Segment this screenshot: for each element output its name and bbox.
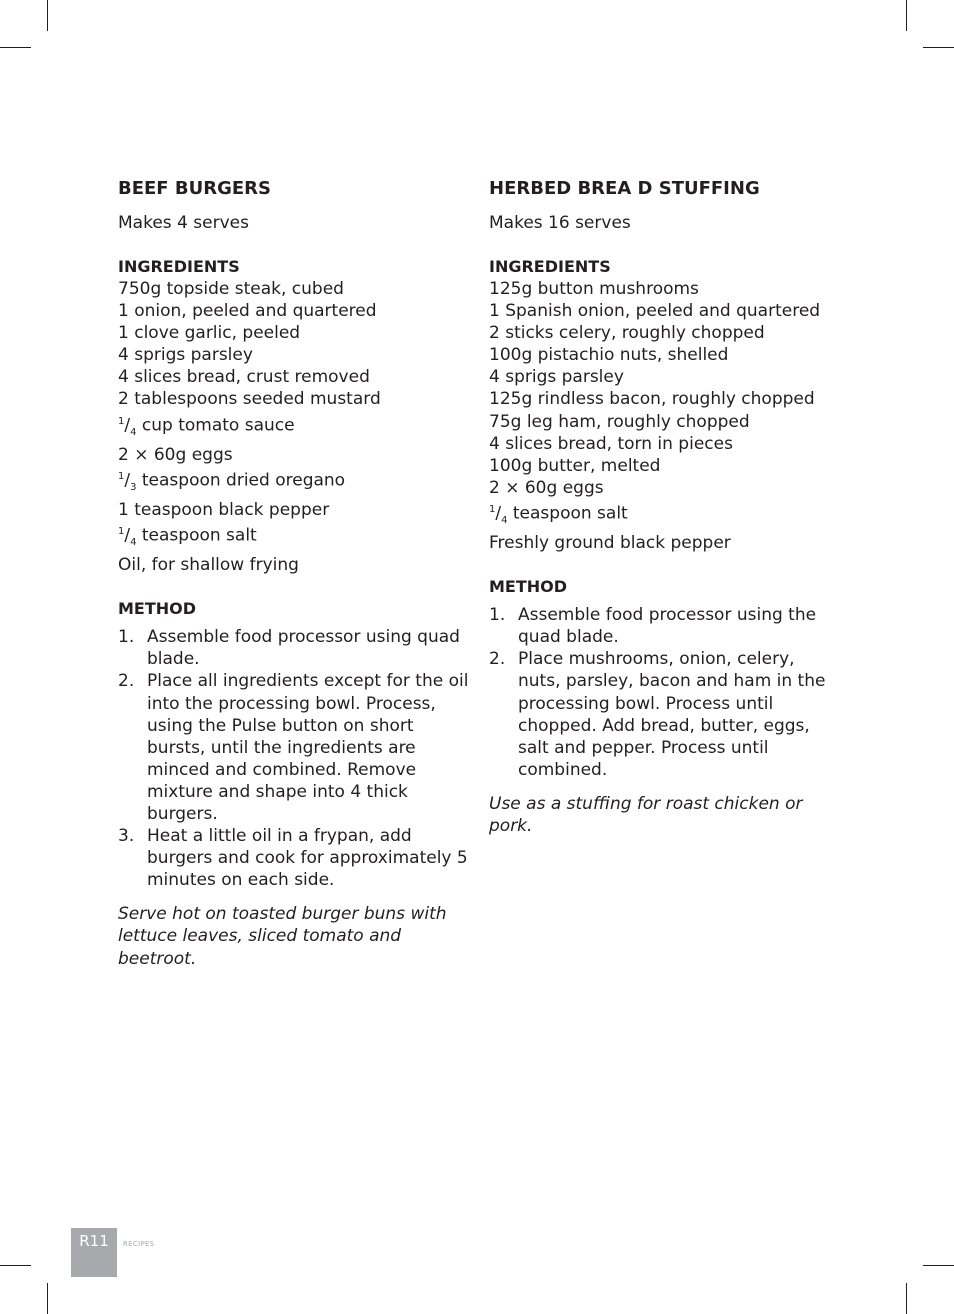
ingredient-text: 4 sprigs parsley (489, 367, 624, 388)
step-number: 2. (489, 649, 506, 670)
ingredient-item (118, 499, 470, 521)
step-number: 1. (118, 627, 135, 648)
ingredient-text: 4 slices bread, crust removed (118, 367, 370, 388)
ingredient-item (118, 444, 470, 466)
fraction-denominator: 4 (130, 537, 137, 549)
method-step (489, 604, 841, 648)
ingredient-item (489, 532, 841, 554)
ingredient-item (118, 300, 470, 322)
fraction-denominator: 4 (130, 426, 137, 438)
fraction-slash: / (495, 503, 502, 524)
serving-note: Use as a stuffing for roast chicken or pork. (489, 793, 803, 837)
ingredients-heading: INGREDIENTS (489, 257, 611, 276)
recipe-title: BEEF BURGERS (118, 178, 271, 199)
fraction-denominator: 4 (501, 514, 508, 526)
ingredient-text: 2 sticks celery, roughly chopped (489, 323, 765, 344)
ingredient-text: teaspoon dried oregano (136, 470, 346, 491)
ingredient-text: teaspoon salt (507, 503, 628, 524)
ingredient-item (118, 278, 470, 300)
ingredient-text: 1 teaspoon black pepper (118, 499, 330, 520)
ingredient-item (118, 366, 470, 388)
method-step (118, 626, 470, 670)
crop-mark (906, 0, 907, 31)
page-number: R11 (71, 1228, 117, 1277)
ingredient-text: 750g topside steak, cubed (118, 279, 344, 299)
ingredient-text: Oil, for shallow frying (118, 555, 299, 576)
fraction-numerator: 1 (118, 470, 125, 482)
ingredient-text: 2 × 60g eggs (118, 444, 233, 465)
ingredients-heading: INGREDIENTS (118, 257, 240, 276)
step-text: Place mushrooms, onion, celery, nuts, parsley, bacon and ham in the processing bowl. Process until chopped. Add bread, butter, eggs, salt and pepper. Process until combined. (518, 649, 826, 780)
crop-mark (0, 47, 31, 48)
crop-mark (923, 1265, 954, 1266)
ingredient-item (489, 388, 841, 410)
crop-mark (47, 0, 48, 31)
method-list (489, 604, 841, 781)
ingredient-text: 2 × 60g eggs (489, 477, 604, 498)
method-step (118, 670, 470, 825)
ingredient-text: 100g pistachio nuts, shelled (489, 345, 729, 366)
ingredient-text: cup tomato sauce (136, 415, 295, 436)
ingredient-item (118, 554, 470, 576)
serving-note: Serve hot on toasted burger buns with lettuce leaves, sliced tomato and beetroot. (118, 904, 447, 969)
ingredient-item (489, 477, 841, 499)
ingredients-list (489, 278, 841, 554)
crop-mark (906, 1283, 907, 1314)
ingredient-item (118, 411, 470, 444)
ingredient-item (489, 455, 841, 477)
fraction-slash: / (124, 415, 131, 436)
ingredient-item (489, 433, 841, 455)
fraction-denominator: 3 (130, 481, 137, 493)
ingredient-text: 1 Spanish onion, peeled and quartered (489, 301, 821, 322)
ingredient-text: 75g leg ham, roughly chopped (489, 411, 750, 432)
ingredient-text: 1 onion, peeled and quartered (118, 301, 377, 322)
fraction-numerator: 1 (118, 526, 125, 538)
ingredient-text: 4 sprigs parsley (118, 345, 253, 366)
fraction-numerator: 1 (118, 415, 125, 427)
ingredient-item (118, 466, 470, 499)
ingredient-item (489, 300, 841, 322)
step-text: Place all ingredients except for the oil into the processing bowl. Process, using the Pulse button on short bursts, until the ingredients are minced and combined. Remove mixture and shape into 4 thick burgers. (147, 671, 469, 825)
ingredient-text: 125g rindless bacon, roughly chopped (489, 389, 815, 410)
ingredient-item (489, 366, 841, 388)
ingredient-item (118, 388, 470, 410)
recipe-yield: Makes 4 serves (118, 213, 249, 233)
method-list (118, 626, 470, 891)
method-step (118, 825, 470, 891)
ingredient-item (489, 411, 841, 433)
ingredient-text: 1 clove garlic, peeled (118, 323, 301, 344)
ingredients-list (118, 278, 470, 576)
fraction-slash: / (124, 470, 131, 491)
ingredient-text: Freshly ground black pepper (489, 533, 731, 554)
fraction-slash: / (124, 525, 131, 546)
ingredient-item (489, 322, 841, 344)
ingredient-item (118, 322, 470, 344)
step-number: 1. (489, 605, 506, 626)
ingredient-text: 125g button mushrooms (489, 279, 699, 299)
step-text: Assemble food processor using quad blade. (147, 627, 460, 670)
step-number: 3. (118, 826, 135, 847)
recipe-beef-burgers (118, 174, 470, 970)
step-number: 2. (118, 671, 135, 692)
ingredient-text: teaspoon salt (136, 525, 257, 546)
recipe-yield: Makes 16 serves (489, 213, 631, 233)
ingredient-text: 100g butter, melted (489, 455, 661, 476)
ingredient-item (489, 499, 841, 532)
step-text: Heat a little oil in a frypan, add burgers and cook for approximately 5 minutes on each side. (147, 826, 468, 891)
crop-mark (0, 1265, 31, 1266)
fraction-numerator: 1 (489, 503, 496, 515)
method-heading: METHOD (489, 577, 568, 597)
method-heading: METHOD (118, 599, 197, 619)
crop-mark (923, 47, 954, 48)
recipe-herbed-bread-stuffing (489, 174, 841, 837)
section-label: RECIPES (123, 1240, 155, 1248)
ingredient-item (489, 344, 841, 366)
ingredient-item (118, 344, 470, 366)
ingredient-text: 4 slices bread, torn in pieces (489, 433, 733, 454)
ingredient-item (489, 278, 841, 300)
ingredient-item (118, 521, 470, 554)
recipe-title: HERBED BREA D STUFFING (489, 178, 760, 199)
ingredient-text: 2 tablespoons seeded mustard (118, 389, 381, 410)
method-step (489, 648, 841, 781)
step-text: Assemble food processor using the quad blade. (518, 605, 817, 648)
crop-mark (47, 1283, 48, 1314)
